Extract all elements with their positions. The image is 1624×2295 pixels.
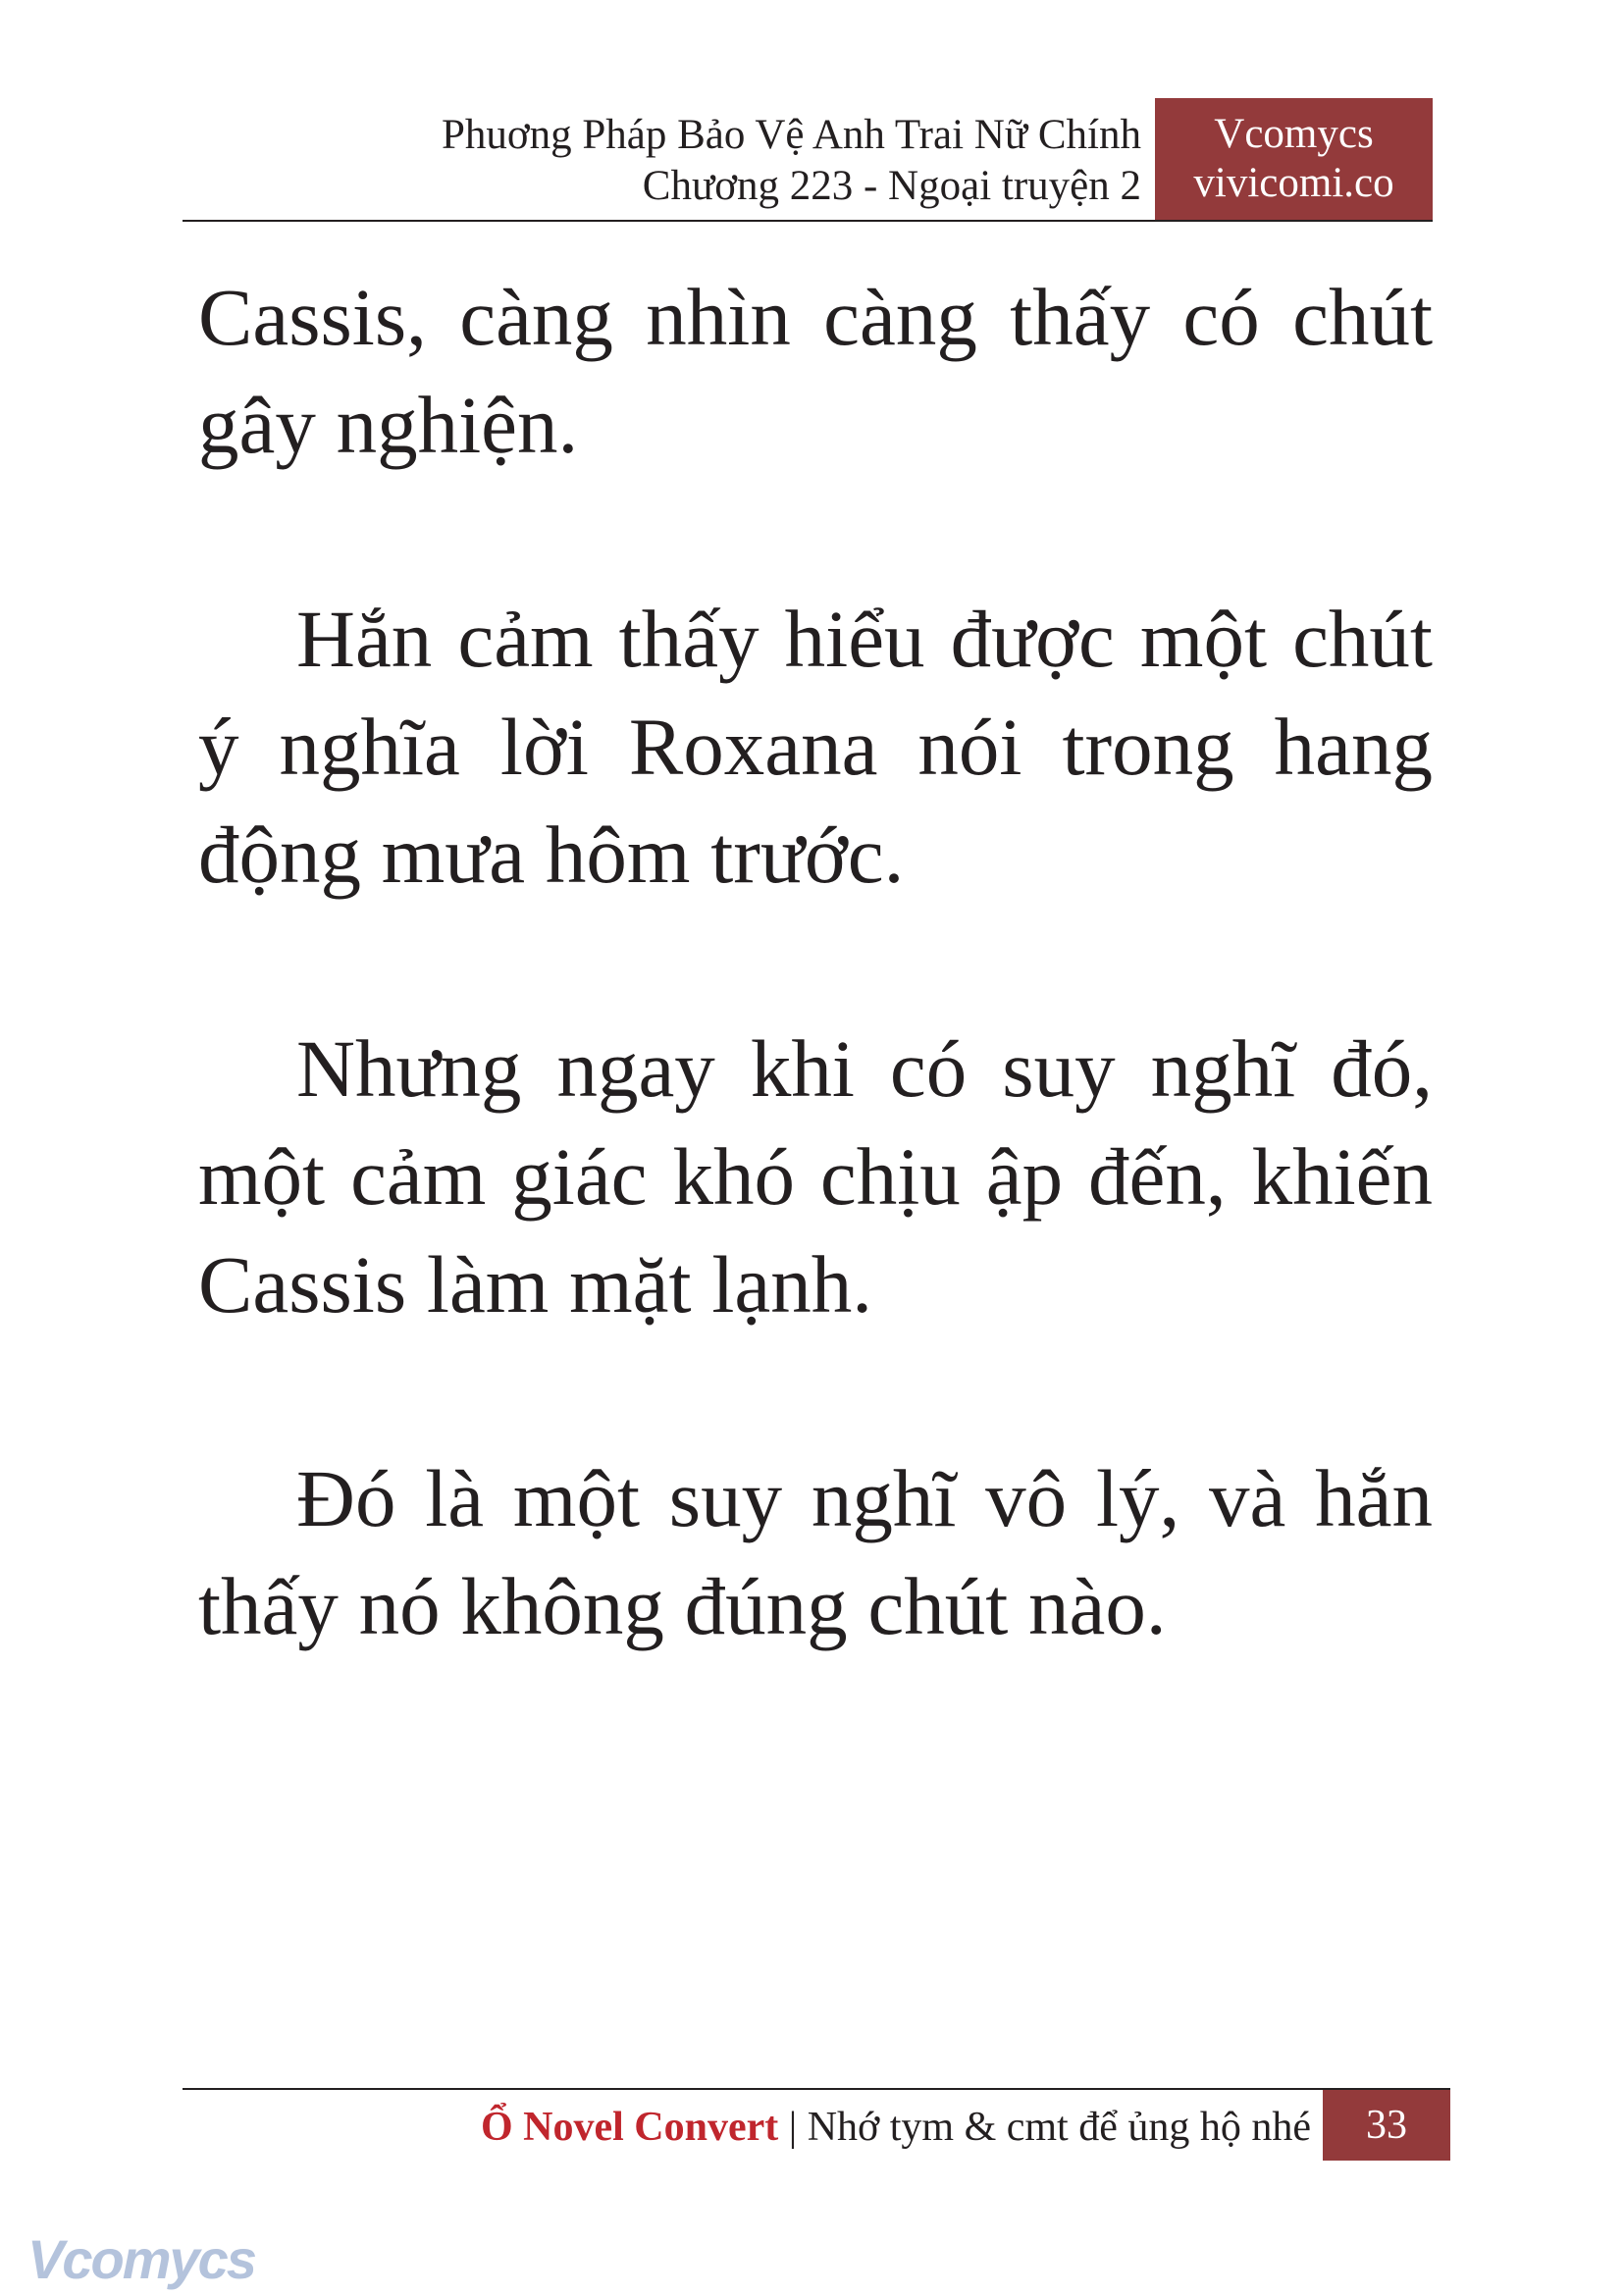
page-footer <box>183 2088 1450 2161</box>
page-number: 33 <box>1323 2090 1450 2161</box>
paragraph: Đó là một suy nghĩ vô lý, và hắn thấy nó không đúng chút nào. <box>198 1453 1433 1651</box>
footer-divider <box>183 2088 1450 2090</box>
chapter-title: Chương 223 - Ngoại truyện 2 <box>642 163 1141 209</box>
site-name: Vcomycs <box>1214 111 1374 157</box>
footer-message: Nhớ tym & cmt để ủng hộ nhé <box>807 2105 1311 2150</box>
book-title: Phuơng Pháp Bảo Vệ Anh Trai Nữ Chính <box>441 112 1141 158</box>
site-url: vivicomi.co <box>1193 160 1394 206</box>
paragraph: Cassis, càng nhìn càng thấy có chút gây nghiện. <box>198 272 1433 470</box>
page-body <box>198 263 1433 1766</box>
footer-separator: | <box>788 2105 798 2150</box>
site-badge <box>1155 98 1433 220</box>
paragraph: Nhưng ngay khi có suy nghĩ đó, một cảm giác khó chịu ập đến, khiến Cassis làm mặt lạnh. <box>198 1023 1433 1330</box>
header-divider <box>183 220 1433 222</box>
page-header <box>183 98 1433 222</box>
footer-message-line <box>481 2100 1311 2155</box>
header-titles <box>442 110 1141 212</box>
paragraph: Hắn cảm thấy hiểu được một chút ý nghĩa lời Roxana nói trong hang động mưa hôm trước. <box>198 594 1433 900</box>
footer-brand: Ổ Novel Convert <box>480 2105 779 2150</box>
vcomycs-logo-watermark: Vcomycs <box>27 2228 255 2290</box>
